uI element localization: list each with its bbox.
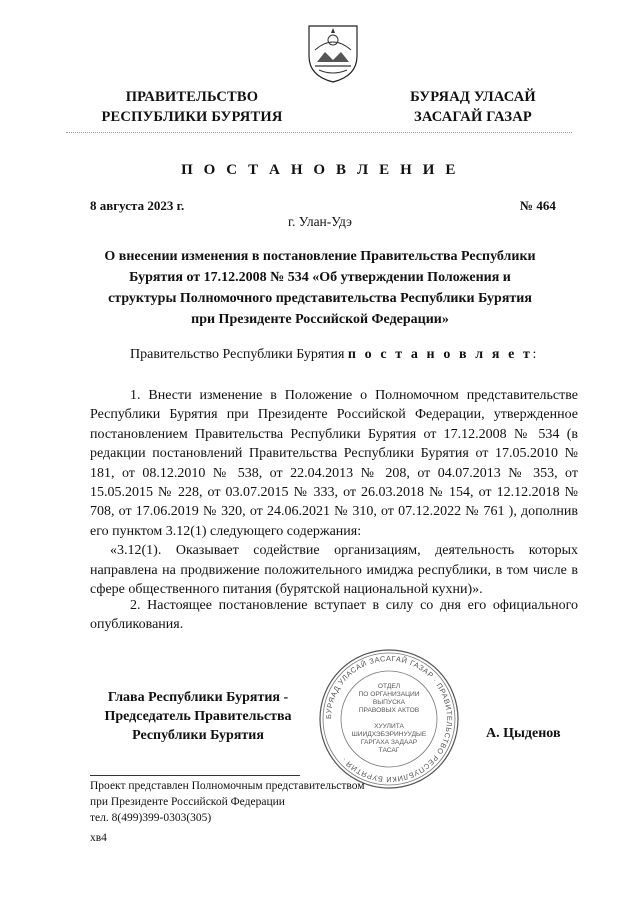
document-type-title: П О С Т А Н О В Л Е Н И Е bbox=[181, 162, 459, 178]
footer-divider bbox=[90, 775, 300, 776]
stamp-line5: ХУУЛИТА bbox=[374, 723, 404, 730]
header-left-line2: РЕСПУБЛИКИ БУРЯТИЯ bbox=[101, 109, 283, 125]
paragraph-1-text: 1. Внести изменение в Положение о Полномочном представительстве Республики Бурятия при Президенте Российской Федерации, утвержденное постановлением Правительства Республики Бурятия от 17.12.2008 № 534 (в редакции постановлений Правительства Республики Бурятия от 17.05.2010 № 181, от 08.12.2010 № 538, от 22.04.2013 № 208, от 04.07.2013 № 353, от 15.05.2015 № 228, от 03.07.2015 № 333, от 26.03.2018 № 154, от 12.12.2018 № 708, от 17.06.2019 № 320, от 24.06.2021 № 310, от 07.12.2022 № 761 ), дополнив его пунктом 3.12(1) следующего содержания: bbox=[90, 388, 578, 539]
footer-line3: тел. 8(499)399-0303(305) bbox=[90, 812, 212, 824]
stamp-line4: ПРАВОВЫХ АКТОВ bbox=[358, 707, 420, 714]
subject-line2: Бурятия от 17.12.2008 № 534 «Об утверждении Положения и bbox=[129, 270, 511, 285]
preamble-end: : bbox=[532, 347, 537, 362]
preamble-emphasis: п о с т а н о в л я е т bbox=[347, 347, 533, 362]
stamp-line7: ГАРГАХА ЗАДААР bbox=[360, 739, 418, 746]
stamp-line6: ШИИДХЭБЭРИНУУДЫЕ bbox=[351, 731, 427, 738]
footer-line2: при Президенте Российской Федерации bbox=[90, 796, 285, 808]
footer-note bbox=[90, 778, 365, 826]
paragraph-1-quote: «3.12(1). Оказывает содействие организациям, деятельность которых направлена на продвижение положительного имиджа республики, в том числе в сфере общественного питания (бурятской национальной кухни)». bbox=[90, 543, 578, 598]
signatory-title-line2: Председатель Правительства bbox=[104, 709, 292, 724]
stamp-line2: ПО ОРГАНИЗАЦИИ bbox=[358, 691, 420, 698]
preamble bbox=[130, 347, 536, 363]
government-name-buryat bbox=[398, 87, 548, 127]
svg-text:БУРЯАД УЛАСАЙ ЗАСАГАЙ ГАЗАР · bbox=[324, 654, 454, 784]
stamp-ring-text: БУРЯАД УЛАСАЙ ЗАСАГАЙ ГАЗАР · ПРАВИТЕЛЬСТВО РЕСПУБЛИКИ БУРЯТИЯ · bbox=[323, 653, 455, 785]
signatory-title-line3: Республики Бурятия bbox=[132, 728, 264, 743]
official-stamp bbox=[318, 648, 460, 790]
header-right-line2: ЗАСАГАЙ ГАЗАР bbox=[414, 109, 532, 125]
signatory-title bbox=[88, 688, 308, 745]
document-date: 8 августа 2023 г. bbox=[90, 198, 185, 213]
header-left-line1: ПРАВИТЕЛЬСТВО bbox=[125, 89, 259, 105]
stamp-line3: ВЫПУСКА bbox=[372, 699, 406, 706]
paragraph-1 bbox=[90, 386, 578, 599]
signatory-name: А. Цыденов bbox=[486, 726, 561, 741]
document-subject bbox=[98, 246, 542, 330]
document-code: хв4 bbox=[90, 832, 107, 844]
subject-line1: О внесении изменения в постановление Правительства Республики bbox=[104, 249, 536, 264]
document-number: № 464 bbox=[520, 198, 556, 213]
stamp-line8: ТАСАГ bbox=[378, 747, 400, 754]
header-right-line1: БУРЯАД УЛАСАЙ bbox=[410, 89, 536, 105]
stamp-line1: ОТДЕЛ bbox=[377, 683, 401, 690]
signatory-title-line1: Глава Республики Бурятия - bbox=[107, 690, 289, 705]
government-name-russian bbox=[92, 87, 292, 127]
header-divider bbox=[66, 132, 572, 133]
coat-of-arms-icon bbox=[305, 22, 361, 84]
footer-line1: Проект представлен Полномочным представительством bbox=[90, 780, 365, 792]
paragraph-2: 2. Настоящее постановление вступает в силу со дня его официального опубликования. bbox=[90, 598, 578, 633]
document-city: г. Улан-Удэ bbox=[288, 214, 352, 229]
preamble-text: Правительство Республики Бурятия bbox=[130, 347, 348, 362]
subject-line3: структуры Полномочного представительства Республики Бурятия bbox=[108, 291, 532, 306]
subject-line4: при Президенте Российской Федерации» bbox=[191, 312, 449, 327]
